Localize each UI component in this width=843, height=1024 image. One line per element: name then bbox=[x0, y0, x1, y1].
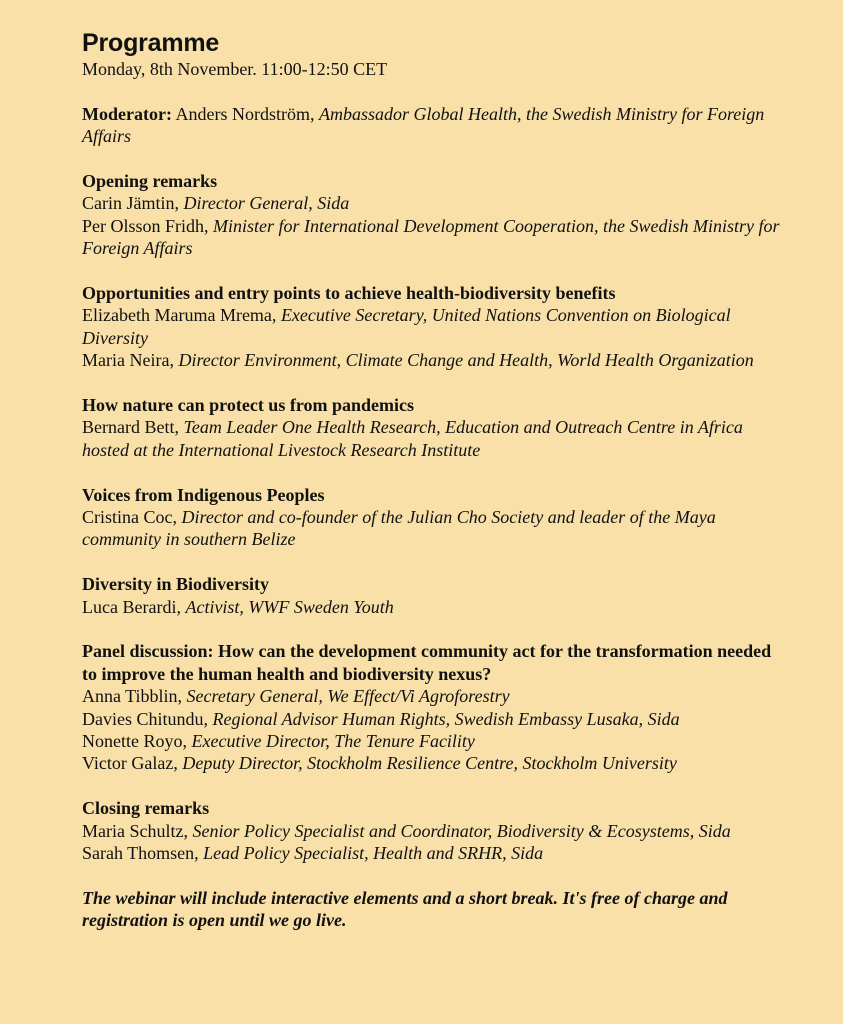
section-pandemics bbox=[82, 394, 782, 461]
speaker-role: Secretary General, We Effect/Vi Agroforestry bbox=[186, 686, 510, 707]
section-indigenous-voices bbox=[82, 484, 782, 551]
section-heading: Closing remarks bbox=[82, 798, 210, 819]
event-date: Monday, 8th November. 11:00-12:50 CET bbox=[82, 59, 388, 79]
speaker-role: Director and co-founder of the Julian Cho Society and leader of the Maya community in southern Belize bbox=[82, 507, 716, 550]
speaker-name: Luca Berardi, bbox=[82, 596, 181, 617]
section-heading: Opening remarks bbox=[82, 171, 218, 191]
section-heading: Opportunities and entry points to achieve health-biodiversity benefits bbox=[82, 283, 616, 304]
section-closing-remarks bbox=[82, 797, 782, 864]
speaker-name: Carin Jämtin, bbox=[82, 193, 179, 214]
speaker-role: Regional Advisor Human Rights, Swedish Embassy Lusaka, Sida bbox=[212, 708, 680, 729]
section-heading: How nature can protect us from pandemics bbox=[82, 395, 414, 416]
speaker-role: Senior Policy Specialist and Coordinator, Biodiversity & Ecosystems, Sida bbox=[192, 820, 731, 841]
speaker-entry bbox=[82, 192, 782, 214]
speaker-name: Maria Schultz, bbox=[82, 820, 188, 841]
speaker-entry bbox=[82, 304, 782, 349]
speaker-name: Bernard Bett, bbox=[82, 417, 179, 438]
moderator-block bbox=[82, 103, 782, 148]
speaker-entry bbox=[82, 708, 782, 730]
speaker-name: Per Olsson Fridh, bbox=[82, 215, 209, 236]
speaker-name: Cristina Coc, bbox=[82, 507, 177, 528]
speaker-role: Executive Director, The Tenure Facility bbox=[191, 731, 475, 752]
programme-document bbox=[82, 28, 782, 950]
speaker-entry bbox=[82, 842, 782, 864]
speaker-name: Nonette Royo, bbox=[82, 731, 187, 752]
speaker-entry bbox=[82, 685, 782, 707]
speaker-entry bbox=[82, 349, 782, 371]
moderator-label: Moderator: bbox=[82, 103, 172, 124]
section-heading: Panel discussion: How can the development community act for the transformation needed to improve the human health and biodiversity nexus? bbox=[82, 641, 772, 684]
speaker-role: Activist, WWF Sweden Youth bbox=[185, 596, 394, 617]
section-heading: Diversity in Biodiversity bbox=[82, 574, 269, 595]
section-panel-discussion bbox=[82, 640, 782, 774]
speaker-entry bbox=[82, 752, 782, 774]
speaker-name: Sarah Thomsen, bbox=[82, 843, 199, 864]
speaker-role: Executive Secretary, United Nations Convention on Biological Diversity bbox=[82, 305, 731, 348]
section-heading: Voices from Indigenous Peoples bbox=[82, 484, 325, 505]
speaker-entry bbox=[82, 416, 782, 461]
speaker-entry bbox=[82, 820, 782, 842]
speaker-role: Minister for International Development Cooperation, the Swedish Ministry for Foreign Affairs bbox=[82, 215, 780, 259]
section-diversity bbox=[82, 573, 782, 618]
moderator-role: Ambassador Global Health, the Swedish Ministry for Foreign Affairs bbox=[82, 103, 765, 147]
speaker-entry bbox=[82, 215, 782, 260]
section-opening-remarks bbox=[82, 170, 782, 260]
speaker-entry bbox=[82, 596, 782, 618]
speaker-entry bbox=[82, 730, 782, 752]
speaker-name: Victor Galaz, bbox=[82, 753, 178, 774]
speaker-role: Director General, Sida bbox=[183, 193, 350, 214]
speaker-entry bbox=[82, 506, 782, 551]
speaker-name: Davies Chitundu, bbox=[82, 708, 208, 729]
webinar-note: The webinar will include interactive elements and a short break. It's free of charge and registration is open until we go live. bbox=[82, 887, 728, 931]
speaker-role: Director Environment, Climate Change and Health, World Health Organization bbox=[178, 350, 754, 371]
speaker-role: Lead Policy Specialist, Health and SRHR, Sida bbox=[203, 843, 544, 864]
speaker-name: Maria Neira, bbox=[82, 350, 174, 371]
moderator-name: Anders Nordström, bbox=[175, 103, 315, 124]
speaker-role: Team Leader One Health Research, Education and Outreach Centre in Africa hosted at the International Livestock Research Institute bbox=[82, 417, 743, 460]
speaker-name: Elizabeth Maruma Mrema, bbox=[82, 305, 277, 326]
section-opportunities bbox=[82, 282, 782, 372]
page-title: Programme bbox=[82, 29, 220, 57]
speaker-role: Deputy Director, Stockholm Resilience Centre, Stockholm University bbox=[182, 753, 677, 774]
speaker-name: Anna Tibblin, bbox=[82, 686, 183, 707]
